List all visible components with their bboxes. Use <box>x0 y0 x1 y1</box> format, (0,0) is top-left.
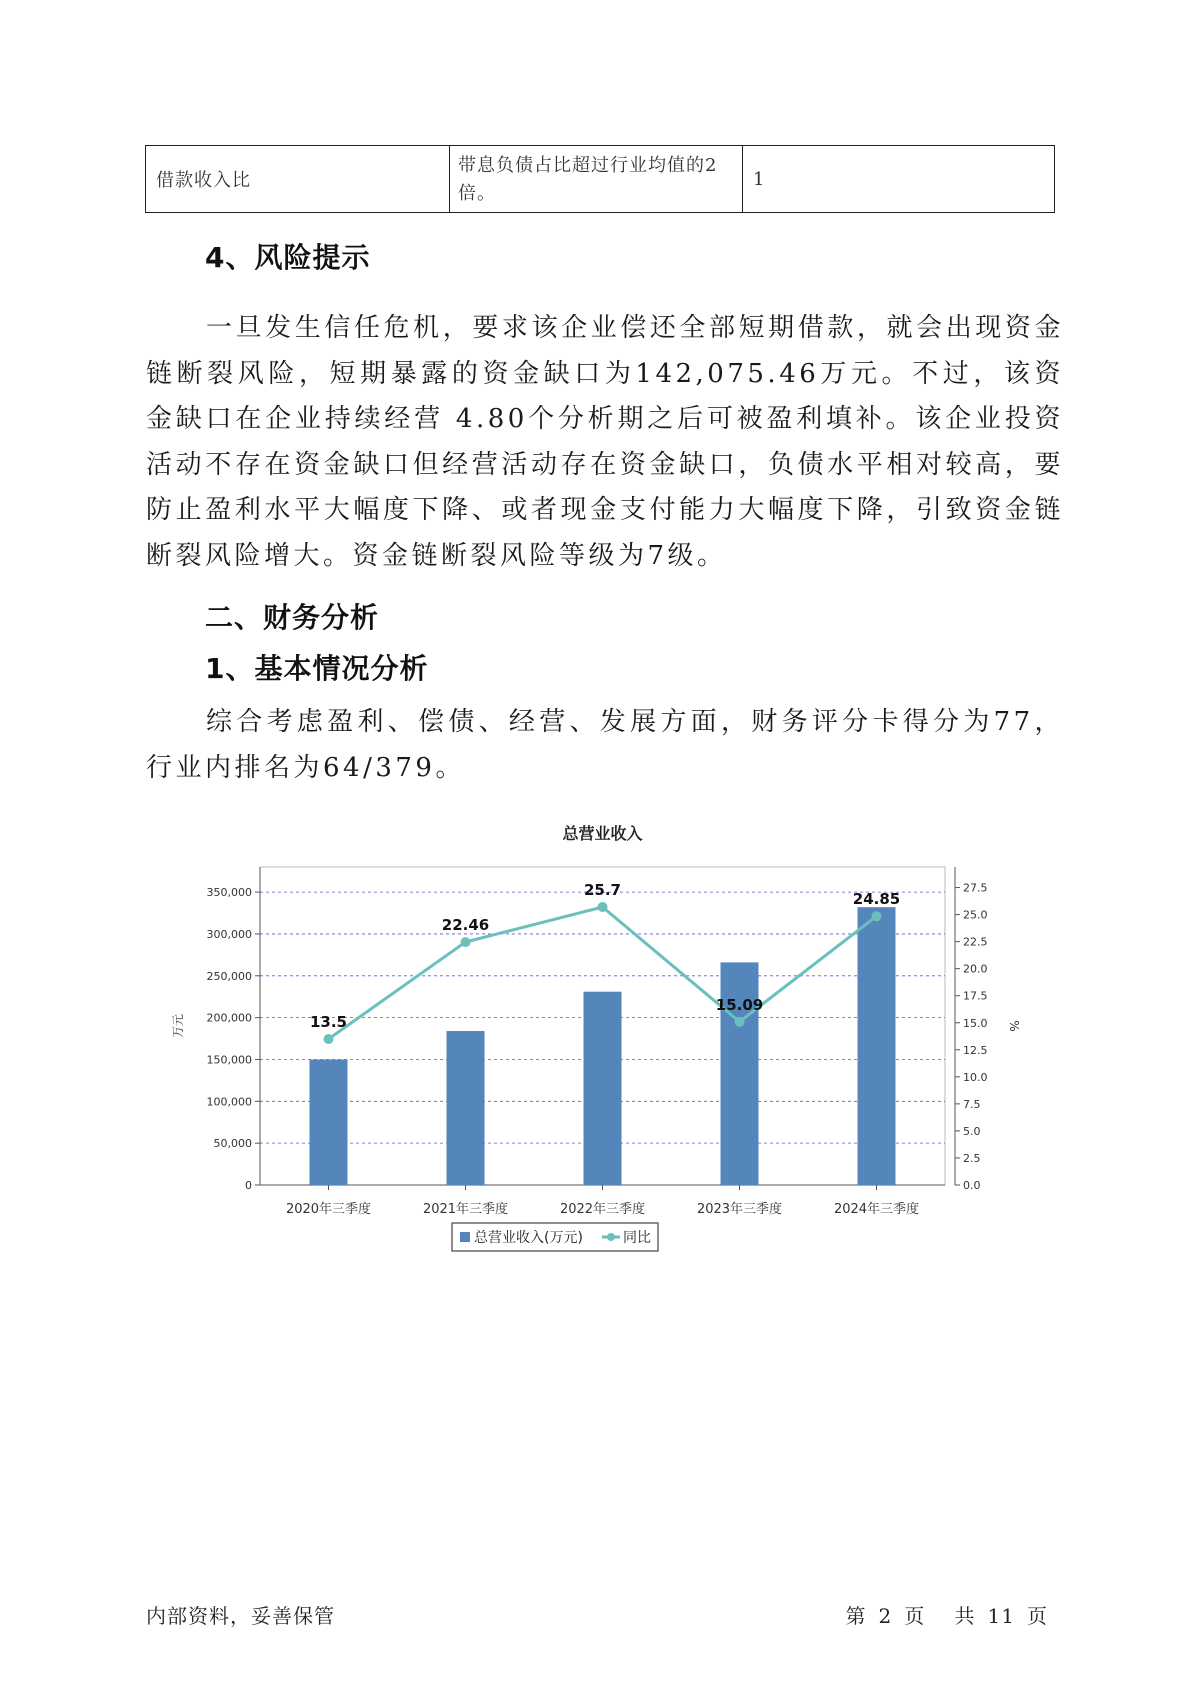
yoy-point <box>872 911 882 921</box>
data-label: 15.09 <box>715 995 764 1014</box>
y2-tick-label: 27.5 <box>963 881 988 895</box>
indicator-name: 借款收入比 <box>146 146 450 213</box>
yoy-point <box>461 937 471 947</box>
y-tick-label: 250,000 <box>206 969 252 983</box>
x-tick-label: 2020年三季度 <box>285 1202 372 1217</box>
y2-tick-label: 15.0 <box>963 1016 988 1030</box>
total-prefix: 共 <box>954 1604 976 1628</box>
y-tick-label: 300,000 <box>206 927 252 941</box>
x-tick-label: 2022年三季度 <box>559 1202 646 1217</box>
y2-tick-label: 2.5 <box>963 1151 981 1165</box>
revenue-chart-svg <box>170 815 1050 1275</box>
revenue-chart <box>170 815 1050 1275</box>
y2-tick-label: 7.5 <box>963 1097 981 1111</box>
legend-swatch-bar <box>460 1232 470 1242</box>
y-axis-label: 万元 <box>171 1013 185 1039</box>
y-tick-label: 0 <box>245 1179 252 1192</box>
legend-swatch-dot <box>607 1233 615 1241</box>
y-tick-label: 50,000 <box>213 1137 252 1151</box>
x-tick-label: 2021年三季度 <box>422 1202 509 1217</box>
data-label: 24.85 <box>852 890 901 909</box>
y2-tick-label: 10.0 <box>963 1070 988 1084</box>
bar <box>447 1031 485 1185</box>
bar <box>584 992 622 1185</box>
data-label: 25.7 <box>583 881 622 900</box>
y-tick-label: 200,000 <box>206 1011 252 1025</box>
indicator-table <box>145 145 1055 213</box>
indicator-value: 1 <box>743 146 1055 213</box>
finance-heading: 二、财务分析 <box>205 601 380 634</box>
footer-page-number <box>839 1600 1054 1629</box>
legend-label-line: 同比 <box>623 1230 651 1246</box>
y2-tick-label: 20.0 <box>963 962 988 976</box>
footer-confidential: 内部资料，妥善保管 <box>146 1604 335 1628</box>
y2-tick-label: 17.5 <box>963 989 988 1003</box>
x-tick-label: 2024年三季度 <box>833 1202 920 1217</box>
x-tick-label: 2023年三季度 <box>696 1202 783 1217</box>
indicator-description: 带息负债占比超过行业均值的2倍。 <box>450 146 743 213</box>
y2-tick-label: 0.0 <box>963 1179 981 1192</box>
yoy-point <box>324 1034 334 1044</box>
risk-paragraph: 一旦发生信任危机，要求该企业偿还全部短期借款，就会出现资金链断裂风险，短期暴露的资金缺口为142,075.46万元。不过，该资金缺口在企业持续经营 4.80个分析期之后可被盈利填补。该企业投资活动不存在资金缺口但经营活动存在资金缺口，负债水平相对较高，要防止盈利水平大幅度下降、或者现金支付能力大幅度下降，引致资金链断裂风险增大。资金链断裂风险等级为7级。 <box>146 313 1064 571</box>
page-prefix: 第 <box>845 1604 867 1628</box>
y-tick-label: 150,000 <box>206 1053 252 1067</box>
page-num: 2 <box>878 1604 893 1628</box>
yoy-point <box>598 902 608 912</box>
y2-tick-label: 5.0 <box>963 1124 981 1138</box>
y2-tick-label: 22.5 <box>963 935 988 949</box>
y-tick-label: 100,000 <box>206 1095 252 1109</box>
yoy-point <box>735 1017 745 1027</box>
y2-tick-label: 12.5 <box>963 1043 988 1057</box>
data-label: 13.5 <box>309 1012 348 1031</box>
total-num: 11 <box>987 1604 1015 1628</box>
risk-heading: 4、风险提示 <box>205 241 371 274</box>
y2-axis-label: % <box>1007 1020 1021 1032</box>
basic-analysis-heading: 1、基本情况分析 <box>205 652 429 685</box>
y2-tick-label: 25.0 <box>963 908 988 922</box>
bar <box>858 907 896 1185</box>
table-row <box>146 146 1055 213</box>
page-unit: 页 <box>904 1604 926 1628</box>
bar <box>310 1059 348 1185</box>
total-unit: 页 <box>1027 1604 1048 1628</box>
chart-title: 总营业收入 <box>562 824 643 843</box>
data-label: 22.46 <box>441 916 490 935</box>
basic-analysis-paragraph: 综合考虑盈利、偿债、经营、发展方面，财务评分卡得分为77，行业内排名为64/379。 <box>146 707 1064 783</box>
legend-label-bar: 总营业收入(万元) <box>474 1230 583 1246</box>
y-tick-label: 350,000 <box>206 886 252 900</box>
